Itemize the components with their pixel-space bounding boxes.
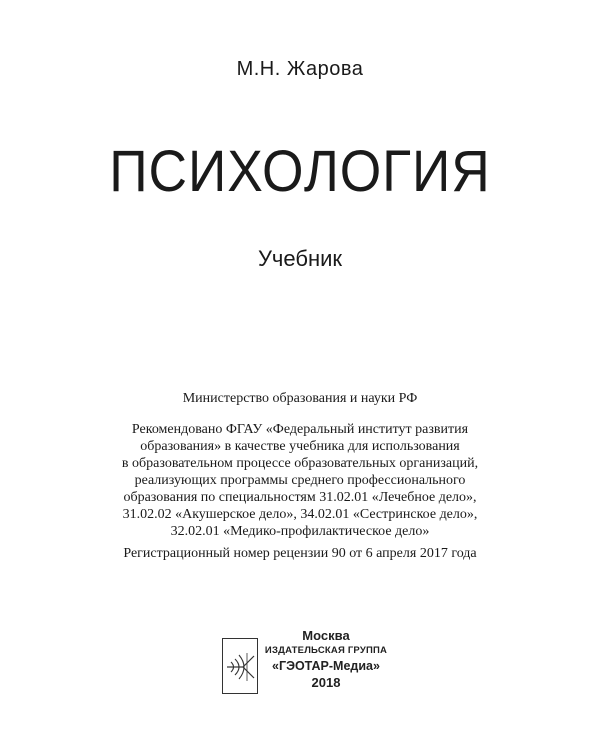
geotar-logo-icon — [222, 638, 258, 694]
publisher-city: Москва — [302, 628, 350, 643]
recommendation-line: образования по специальностям 31.02.01 «Лечебное дело», — [123, 490, 477, 505]
recommendation-line: реализующих программы среднего профессионального — [134, 473, 466, 488]
publisher-name: «ГЭОТАР-Медиа» — [272, 659, 380, 673]
recommendation-line: 32.02.01 «Медико-профилактическое дело» — [170, 524, 430, 539]
publication-year: 2018 — [311, 675, 341, 690]
ministry-line: Министерство образования и науки РФ — [182, 391, 418, 406]
registration-line: Регистрационный номер рецензии 90 от 6 апреля 2017 года — [123, 546, 477, 561]
publisher-group: ИЗДАТЕЛЬСКАЯ ГРУППА — [264, 645, 388, 656]
recommendation-line: в образовательном процессе образовательных организаций, — [121, 456, 479, 471]
author-name: М.Н. Жарова — [236, 58, 364, 80]
recommendation-line: образования» в качестве учебника для использования — [140, 439, 460, 454]
recommendation-line: Рекомендовано ФГАУ «Федеральный институт развития — [131, 422, 469, 437]
publisher-text — [262, 628, 390, 691]
publisher-block — [222, 628, 392, 704]
book-subtitle: Учебник — [257, 246, 343, 271]
recommendation-text — [0, 421, 600, 540]
recommendation-line: 31.02.02 «Акушерское дело», 34.02.01 «Сестринское дело», — [122, 507, 478, 522]
book-title: ПСИХОЛОГИЯ — [109, 139, 491, 204]
